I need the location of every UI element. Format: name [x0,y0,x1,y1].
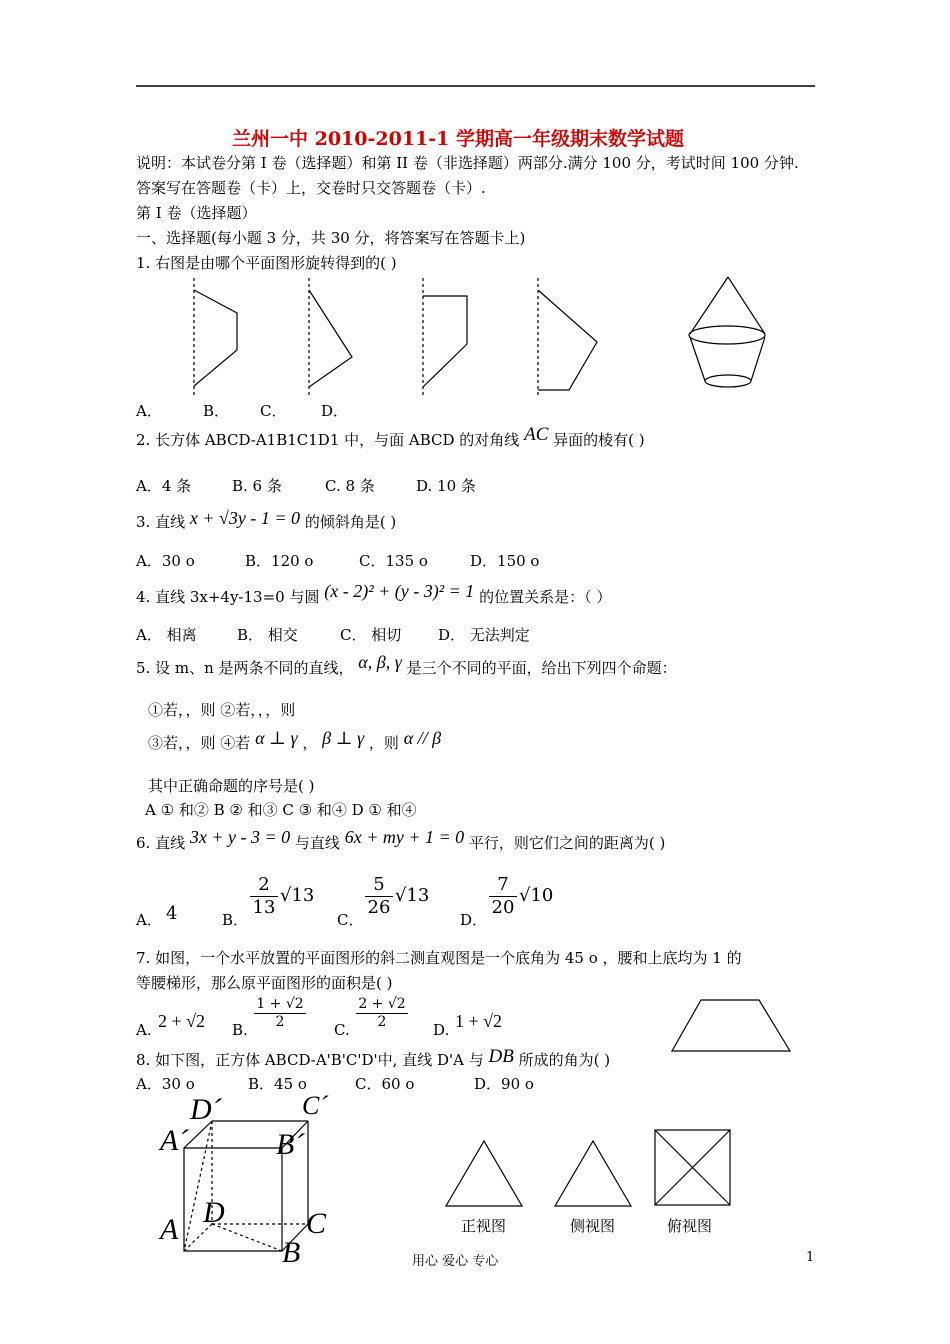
q2-stem-start: 2. 长方体 ABCD-A1B1C1D1 中，与面 ABCD 的对角线 [136,431,520,449]
q1-option-c: C． [260,402,287,420]
figure-option-d [538,278,597,398]
q5-ask: 其中正确命题的序号是( ) [148,777,315,795]
q7-option-a: A. [136,1021,152,1039]
q8-stem-end: 所成的角为( ) [518,1051,611,1069]
q6-d-denominator: 20 [489,896,517,919]
q8-math-db: DB [488,1046,514,1067]
question-7-line-1: 7. 如图，一个水平放置的平面图形的斜二测直观图是一个底角为 45 o ，腰和上底均为 1 的 [136,949,742,967]
q6-c-denominator: 26 [365,896,393,919]
cube-label-d-prime: D´ [190,1093,222,1126]
q7-c-denominator: 2 [356,1013,408,1031]
q5-stem-start: 5. 设 m、n 是两条不同的直线， [136,659,354,677]
q3-stem-start: 3. 直线 [136,513,186,531]
q4-stem-end: 的位置关系是：（ ） [479,588,612,606]
q6-d-numerator: 7 [497,874,509,895]
q6-option-d-fraction [489,874,517,919]
q5-options: A ① 和② B ② 和③ C ③ 和④ D ① 和④ [145,801,417,819]
q4-option-c: C． 相切 [340,626,402,644]
q6-option-d-radical: √10 [519,885,554,906]
q6-option-a-value: 4 [166,903,178,924]
q6-mid: 与直线 [294,834,340,852]
top-view-square [655,1130,730,1205]
question-2-stem [136,424,645,450]
cube-label-c-prime: C´ [302,1091,328,1120]
question-7-line-2: 等腰梯形，那么原平面图形的面积是( ) [136,974,393,992]
q2-option-c: C. 8 条 [325,477,375,495]
instructions-line-2: 答案写在答题卷（卡）上，交卷时只交答题卷（卡）. [136,179,486,197]
q6-c-numerator: 5 [373,874,385,895]
q5-propositions-3-4 [148,728,442,753]
q2-math-ac: AC [524,424,549,445]
instructions-line-1: 说明：本试卷分第 I 卷（选择题）和第 II 卷（非选择题）两部分.满分 100 分，考试时间 100 分钟. [136,154,799,172]
question-5-stem [136,652,677,678]
figure-option-c [423,278,467,398]
cube-label-b-prime: B´ [276,1128,305,1161]
q6-option-a: A． [136,911,162,929]
page-number: 1 [806,1250,815,1265]
q5-propositions-1-2: ①若，，则 ②若，，，则 [148,701,296,719]
q6-b-denominator: 13 [250,896,278,919]
q6-option-c-fraction [365,874,393,919]
figure-option-a [194,278,237,398]
q7-option-a-value: 2 + √2 [158,1011,206,1031]
cube-label-a-prime: A´ [160,1124,189,1157]
q6-option-b: B． [222,911,249,929]
q5-math-alpha-parallel-beta: α // β [403,728,442,748]
q4-option-b: B． 相交 [237,626,298,644]
q8-option-c: C．60 o [355,1075,415,1093]
q7-option-c: C. [334,1021,350,1039]
q7-option-b-fraction [254,996,306,1031]
q7-option-d: D. [433,1021,450,1039]
q6-math-line-1: 3x + y - 3 = 0 [189,827,291,847]
q8-option-d: D．90 o [474,1075,534,1093]
figure-option-b [309,278,352,398]
q3-math-line: x + √3y - 1 = 0 [189,508,301,528]
q7-b-numerator: 1 + √2 [256,996,304,1012]
q7-c-numerator: 2 + √2 [358,996,406,1012]
q8-option-b: B．45 o [248,1075,307,1093]
top-view-label: 俯视图 [667,1217,713,1235]
part-heading: 第 I 卷（选择题） [136,204,257,222]
q3-stem-end: 的倾斜角是( ) [304,513,397,531]
question-8-stem [136,1046,611,1070]
front-view-triangle [446,1141,522,1206]
q2-option-b: B. 6 条 [232,477,282,495]
q4-math-circle: (x - 2)² + (y - 3)² = 1 [324,581,475,601]
question-1-stem: 1. 右图是由哪个平面图形旋转得到的( ) [136,254,397,272]
q6-stem-end: 平行，则它们之间的距离为( ) [468,834,666,852]
q5-math-alpha-perp-gamma: α ⊥ γ [255,728,298,748]
q7-option-d-value: 1 + √2 [455,1011,503,1031]
side-view-triangle [555,1141,631,1206]
q5-math-planes: α, β, γ [358,652,402,672]
exam-title: 兰州一中 2010-2011-1 学期高一年级期末数学试题 [232,128,684,150]
q7-option-c-fraction [356,996,408,1031]
q5-math-beta-perp-gamma: β ⊥ γ [322,728,365,748]
q3-option-a: A．30 o [136,552,195,570]
q6-option-d: D． [460,911,488,929]
q1-option-a: A． [136,402,162,420]
q3-option-d: D．150 o [470,552,540,570]
q5-comma: ， [302,734,318,752]
q6-math-line-2: 6x + my + 1 = 0 [344,827,465,847]
q2-option-d: D. 10 条 [416,477,476,495]
solid-of-revolution-figure [689,277,765,387]
q4-option-d: D． 无法判定 [438,626,530,644]
q5-prop3-text: ③若，，则 ④若 [148,734,251,752]
cube-label-c: C [306,1207,327,1240]
q7-option-b: B. [232,1021,248,1039]
question-3-stem [136,508,397,532]
q1-option-d: D． [321,402,349,420]
q5-stem-end: 是三个不同的平面，给出下列四个命题： [406,659,677,677]
q2-stem-end: 异面的棱有( ) [553,431,645,449]
q8-option-a: A．30 o [136,1075,195,1093]
footer-motto: 用心 爱心 专心 [412,1254,499,1269]
q6-stem-start: 6. 直线 [136,834,186,852]
cube-label-a: A [160,1213,179,1246]
q6-option-c-radical: √13 [395,885,430,906]
q7-b-denominator: 2 [254,1013,306,1031]
section-heading: 一、选择题(每小题 3 分，共 30 分，将答案写在答题卡上) [136,229,526,247]
front-view-label: 正视图 [461,1217,507,1235]
q6-b-numerator: 2 [258,874,270,895]
q8-stem-start: 8. 如下图，正方体 ABCD-A'B'C'D'中, 直线 D'A 与 [136,1051,484,1069]
q3-option-c: C．135 o [359,552,428,570]
question-6-stem [136,827,666,853]
q6-option-b-fraction [250,874,278,919]
q6-option-c: C． [337,911,364,929]
q4-option-a: A． 相离 [136,626,197,644]
side-view-label: 侧视图 [570,1217,616,1235]
question-4-stem [136,581,612,607]
cube-label-d: D [203,1196,225,1229]
q2-option-a: A．4 条 [136,477,192,495]
q1-option-b: B． [203,402,230,420]
q3-option-b: B．120 o [245,552,314,570]
q4-stem-start: 4. 直线 3x+4y-13=0 与圆 [136,588,320,606]
cube-label-b: B [282,1236,301,1269]
q5-then: ，则 [368,734,399,752]
q6-option-b-radical: √13 [280,885,315,906]
